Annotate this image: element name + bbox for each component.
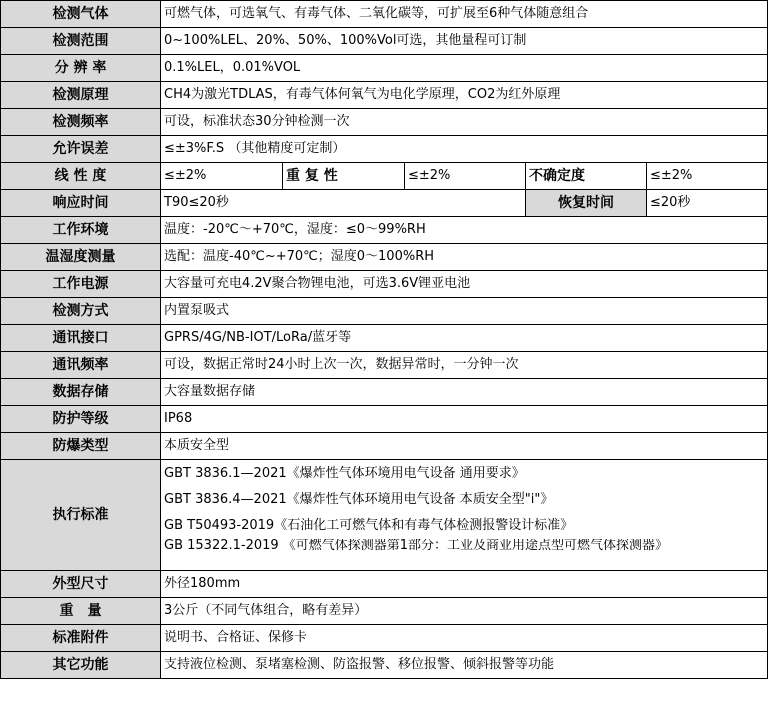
label-linearity: 线 性 度 [1,163,161,190]
value-temphum: 选配：温度-40℃~+70℃；湿度0～100%RH [161,244,768,271]
label-repeatability: 重 复 性 [283,163,405,190]
label-resolution: 分 辨 率 [1,55,161,82]
value-interface: GPRS/4G/NB-IOT/LoRa/蓝牙等 [161,325,768,352]
row-range [1,28,768,55]
row-accessories [1,625,768,652]
standard-item: GB 15322.1-2019 《可燃气体探测器第1部分：工业及商业用途点型可燃气体探测器》 [164,539,669,553]
row-interface [1,325,768,352]
value-error: ≤±3%F.S （其他精度可定制） [161,136,768,163]
label-interface: 通讯接口 [1,325,161,352]
label-error: 允许误差 [1,136,161,163]
label-range: 检测范围 [1,28,161,55]
label-recovery: 恢复时间 [526,190,647,217]
label-uncertainty: 不确定度 [526,163,647,190]
row-resolution [1,55,768,82]
label-response: 响应时间 [1,190,161,217]
standard-item: GBT 3836.4—2021《爆炸性气体环境用电气设备 本质安全型"i"》 [164,492,554,507]
row-principle [1,82,768,109]
label-other: 其它功能 [1,652,161,679]
row-power [1,271,768,298]
value-linearity: ≤±2% [161,163,283,190]
value-size: 外径180mm [161,571,768,598]
row-gas [1,1,768,28]
row-size [1,571,768,598]
value-principle: CH4为激光TDLAS，有毒气体何氧气为电化学原理，CO2为红外原理 [161,82,768,109]
standard-item: GB T50493-2019《石油化工可燃气体和有毒气体检测报警设计标准》 [164,518,574,533]
value-accessories: 说明书、合格证、保修卡 [161,625,768,652]
label-temphum: 温湿度测量 [1,244,161,271]
value-other: 支持液位检测、泵堵塞检测、防盗报警、移位报警、倾斜报警等功能 [161,652,768,679]
label-principle: 检测原理 [1,82,161,109]
value-uncertainty: ≤±2% [647,163,768,190]
value-storage: 大容量数据存储 [161,379,768,406]
row-method [1,298,768,325]
row-frequency [1,109,768,136]
value-environment: 温度：-20℃～+70℃，湿度：≤0～99%RH [161,217,768,244]
row-storage [1,379,768,406]
label-environment: 工作环境 [1,217,161,244]
row-linearity [1,163,768,190]
label-gas: 检测气体 [1,1,161,28]
label-comm-freq: 通讯频率 [1,352,161,379]
row-error [1,136,768,163]
label-storage: 数据存储 [1,379,161,406]
value-frequency: 可设，标准状态30分钟检测一次 [161,109,768,136]
label-method: 检测方式 [1,298,161,325]
row-environment [1,217,768,244]
value-repeatability: ≤±2% [405,163,526,190]
value-gas: 可燃气体，可选氧气、有毒气体、二氧化碳等，可扩展至6种气体随意组合 [161,1,768,28]
value-response: T90≤20秒 [161,190,526,217]
row-comm-freq [1,352,768,379]
value-standards [161,460,768,571]
label-protection: 防护等级 [1,406,161,433]
value-explosion: 本质安全型 [161,433,768,460]
value-comm-freq: 可设，数据正常时24小时上次一次，数据异常时，一分钟一次 [161,352,768,379]
label-frequency: 检测频率 [1,109,161,136]
row-temphum [1,244,768,271]
row-weight [1,598,768,625]
value-range: 0~100%LEL、20%、50%、100%Vol可选，其他量程可订制 [161,28,768,55]
value-weight: 3公斤（不同气体组合，略有差异） [161,598,768,625]
label-accessories: 标准附件 [1,625,161,652]
row-explosion [1,433,768,460]
value-method: 内置泵吸式 [161,298,768,325]
row-response [1,190,768,217]
label-power: 工作电源 [1,271,161,298]
standard-item: GBT 3836.1—2021《爆炸性气体环境用电气设备 通用要求》 [164,466,525,481]
value-protection: IP68 [161,406,768,433]
value-power: 大容量可充电4.2V聚合物锂电池，可选3.6V锂亚电池 [161,271,768,298]
row-other [1,652,768,679]
value-resolution: 0.1%LEL，0.01%VOL [161,55,768,82]
row-protection [1,406,768,433]
value-recovery: ≤20秒 [647,190,768,217]
row-standards [1,460,768,571]
label-weight: 重 量 [1,598,161,625]
label-size: 外型尺寸 [1,571,161,598]
label-explosion: 防爆类型 [1,433,161,460]
label-standards: 执行标准 [1,460,161,571]
